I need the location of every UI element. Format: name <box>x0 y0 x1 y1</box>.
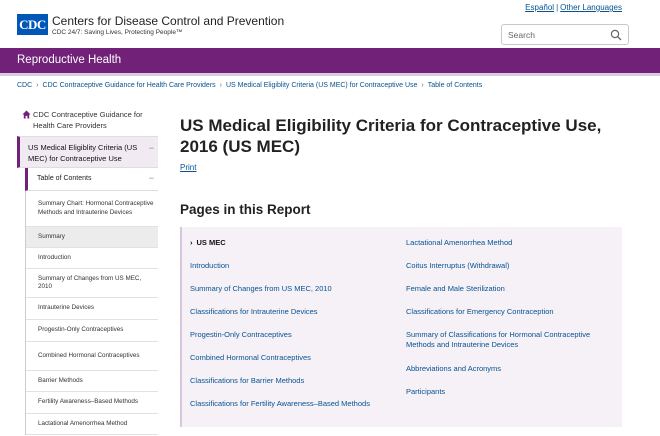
nav-item-progestin-only[interactable]: Progestin-Only Contraceptives <box>26 320 158 342</box>
chevron-right-icon: › <box>219 82 222 89</box>
espanol-link[interactable]: Español <box>525 3 555 12</box>
chevron-right-icon: › <box>36 82 39 89</box>
breadcrumb <box>17 82 482 89</box>
report-link[interactable]: Classifications for Emergency Contraception <box>406 307 554 316</box>
chevron-right-icon: › <box>190 238 193 247</box>
left-navigation <box>17 104 158 435</box>
report-link[interactable]: Combined Hormonal Contraceptives <box>190 353 311 362</box>
org-name[interactable]: Centers for Disease Control and Prevention <box>52 14 285 28</box>
report-link[interactable]: Female and Male Sterilization <box>406 284 505 293</box>
nav-level1-item[interactable] <box>17 136 158 168</box>
nav-item-combined-hormonal[interactable]: Combined Hormonal Contraceptives <box>26 342 158 371</box>
language-links <box>525 3 622 12</box>
report-link[interactable]: Progestin-Only Contraceptives <box>190 330 292 339</box>
search-icon[interactable] <box>610 29 622 41</box>
breadcrumb-item[interactable]: US Medical Eligiblity Criteria (US MEC) for Contraceptive Use <box>226 82 418 89</box>
search-input[interactable] <box>508 28 604 42</box>
site-title[interactable]: Reproductive Health <box>17 54 122 66</box>
cdc-logo[interactable]: CDC <box>17 14 48 35</box>
site-title-bar <box>0 48 660 73</box>
nav-item-summary-of-changes[interactable]: Summary of Changes from US MEC, 2010 <box>26 269 158 298</box>
breadcrumb-item[interactable]: CDC Contraceptive Guidance for Health Care Providers <box>42 82 216 89</box>
nav-item-fertility-awareness[interactable]: Fertility Awareness–Based Methods <box>26 392 158 414</box>
report-link[interactable]: Summary of Changes from US MEC, 2010 <box>190 284 332 293</box>
report-link[interactable]: Classifications for Intrauterine Devices <box>190 307 318 316</box>
print-link[interactable]: Print <box>180 163 197 172</box>
breadcrumb-item[interactable]: Table of Contents <box>427 82 483 89</box>
chevron-right-icon: › <box>421 82 424 89</box>
nav-item-summary-chart[interactable]: Summary Chart: Hormonal Contraceptive Methods and Intrauterine Devices <box>26 191 158 227</box>
site-bar-shadow <box>0 73 660 76</box>
nav-level2-label: Table of Contents <box>37 175 92 182</box>
report-link[interactable]: Classifications for Fertility Awareness–Based Methods <box>190 399 370 408</box>
nav-level2-item[interactable] <box>25 168 158 191</box>
report-pages-box <box>180 227 622 427</box>
nav-item-barrier-methods[interactable]: Barrier Methods <box>26 371 158 392</box>
nav-item-introduction[interactable]: Introduction <box>26 248 158 269</box>
report-link-current[interactable] <box>190 238 226 248</box>
nav-parent-label: CDC Contraceptive Guidance for Health Care Providers <box>33 110 143 130</box>
home-icon <box>22 110 31 119</box>
nav-item-intrauterine-devices[interactable]: Intrauterine Devices <box>26 298 158 320</box>
collapse-icon[interactable]: − <box>148 143 154 153</box>
lang-separator: | <box>556 3 559 12</box>
nav-parent-item[interactable] <box>17 104 158 136</box>
report-link[interactable]: Lactational Amenorrhea Method <box>406 238 513 247</box>
report-link[interactable]: Coitus Interruptus (Withdrawal) <box>406 261 510 270</box>
nav-item-summary[interactable]: Summary <box>26 227 158 248</box>
report-link[interactable]: Summary of Classifications for Hormonal Contraceptive Methods and Intrauterine Devices <box>406 330 591 349</box>
breadcrumb-item[interactable]: CDC <box>17 82 33 89</box>
section-title: Pages in this Report <box>180 202 311 217</box>
nav-item-lactational-amenorrhea[interactable]: Lactational Amenorrhea Method <box>26 414 158 435</box>
collapse-icon[interactable]: − <box>148 173 154 183</box>
report-link[interactable]: Introduction <box>190 261 230 270</box>
other-languages-link[interactable]: Other Languages <box>560 3 622 12</box>
report-link-label: US MEC <box>196 238 226 247</box>
report-link[interactable]: Participants <box>406 387 446 396</box>
nav-level3-list <box>25 191 158 435</box>
report-link[interactable]: Abbreviations and Acronyms <box>406 364 502 373</box>
search-box[interactable] <box>501 24 629 45</box>
report-link[interactable]: Classifications for Barrier Methods <box>190 376 305 385</box>
org-tagline: CDC 24/7: Saving Lives, Protecting People™ <box>52 29 183 36</box>
page-title: US Medical Eligibility Criteria for Contraceptive Use, 2016 (US MEC) <box>180 116 602 156</box>
nav-level1-label: US Medical Eligiblity Criteria (US MEC) for Contraceptive Use <box>28 143 138 163</box>
site-header <box>0 0 660 48</box>
